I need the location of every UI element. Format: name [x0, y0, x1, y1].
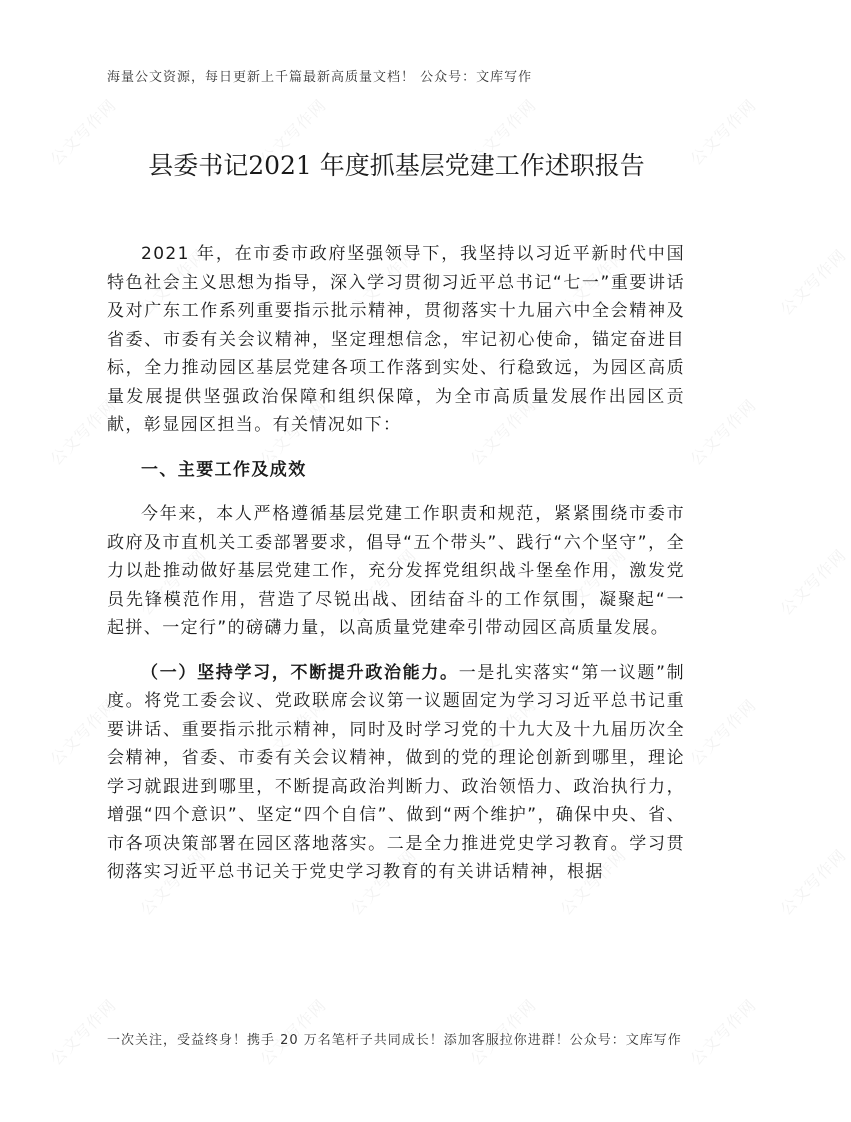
section-heading: 一、主要工作及成效 — [141, 459, 307, 480]
watermark-text: 公文写作网 — [46, 995, 120, 1069]
watermark-text: 公文写作网 — [556, 845, 630, 919]
watermark-text: 公文写作网 — [256, 695, 330, 769]
watermark-text: 公文写作网 — [136, 845, 210, 919]
watermark-text: 公文写作网 — [46, 95, 120, 169]
watermark-text: 公文写作网 — [776, 845, 850, 919]
watermark-text: 公文写作网 — [686, 995, 760, 1069]
footer-promo-note: 一次关注，受益终身！携手 20 万名笔杆子共同成长！添加客服拉你进群！公众号：文库写作 — [107, 1033, 682, 1048]
watermark-text: 公文写作网 — [686, 95, 760, 169]
watermark-text: 公文写作网 — [466, 395, 540, 469]
header-promo-note: 海量公文资源，每日更新上千篇最新高质量文档！ 公众号：文库写作 — [107, 70, 533, 85]
intro-paragraph: 2021 年，在市委市政府坚强领导下，我坚持以习近平新时代中国特色社会主义思想为指导，深入学习贯彻习近平总书记“七一”重要讲话及对广东工作系列重要指示批示精神，贯彻落实十九届六中全会精神及省委、市委有关会议精神，坚定理想信念，牢记初心使命，锚定奋进目标，全力推动园区基层党建各项工作落到实处、行稳致远，为园区高质量发展提供坚强政治保障和组织保障，为全市高质量发展作出园区贡献，彰显园区担当。有关情况如下： — [107, 244, 685, 435]
subsection-text: 一是扎实落实“第一议题”制度。将党工委会议、党政联席会议第一议题固定为学习习近平总书记重要讲话、重要指示批示精神，同时及时学习党的十九大及十九届历次全会精神，省委、市委有关会议精神，做到的党的理论创新到哪里，理论学习就跟进到哪里，不断提高政治判断力、政治领悟力、政治执行力，增强“四个意识”、坚定“四个自信”、做到“两个维护”，确保中央、省、市各项决策部署在园区落地落实。二是全力推进党史学习教育。学习贯彻落实习近平总书记关于党史学习教育的有关讲话精神，根据 — [107, 662, 685, 882]
watermark-text: 公文写作网 — [686, 395, 760, 469]
watermark-text: 公文写作网 — [346, 245, 420, 319]
watermark-text: 公文写作网 — [136, 245, 210, 319]
watermark-text: 公文写作网 — [256, 395, 330, 469]
document-body — [107, 240, 685, 887]
watermark-text: 公文写作网 — [776, 545, 850, 619]
document-title: 县委书记2021 年度抓基层党建工作述职报告 — [148, 151, 645, 180]
watermark-text: 公文写作网 — [686, 695, 760, 769]
watermark-text: 公文写作网 — [776, 245, 850, 319]
watermark-text: 公文写作网 — [466, 695, 540, 769]
watermark-text: 公文写作网 — [346, 845, 420, 919]
watermark-text: 公文写作网 — [136, 545, 210, 619]
subsection-heading: （一）坚持学习，不断提升政治能力。 — [141, 662, 459, 683]
watermark-text: 公文写作网 — [256, 995, 330, 1069]
watermark-text: 公文写作网 — [346, 545, 420, 619]
watermark-text: 公文写作网 — [556, 545, 630, 619]
watermark-text: 公文写作网 — [466, 995, 540, 1069]
subsection-paragraph — [107, 659, 685, 887]
watermark-text: 公文写作网 — [46, 695, 120, 769]
watermark-text: 公文写作网 — [556, 245, 630, 319]
watermark-text: 公文写作网 — [46, 395, 120, 469]
section-paragraph: 今年来，本人严格遵循基层党建工作职责和规范，紧紧围绕市委市政府及市直机关工委部署要求，倡导“五个带头”、践行“六个坚守”，全力以赴推动做好基层党建工作，充分发挥党组织战斗堡垒作用，激发党员先锋模范作用，营造了尽锐出战、团结奋斗的工作氛围，凝聚起“一起拼、一定行”的磅礴力量，以高质量党建牵引带动园区高质量发展。 — [107, 504, 685, 638]
watermark-text: 公文写作网 — [256, 95, 330, 169]
watermark-text: 公文写作网 — [466, 95, 540, 169]
